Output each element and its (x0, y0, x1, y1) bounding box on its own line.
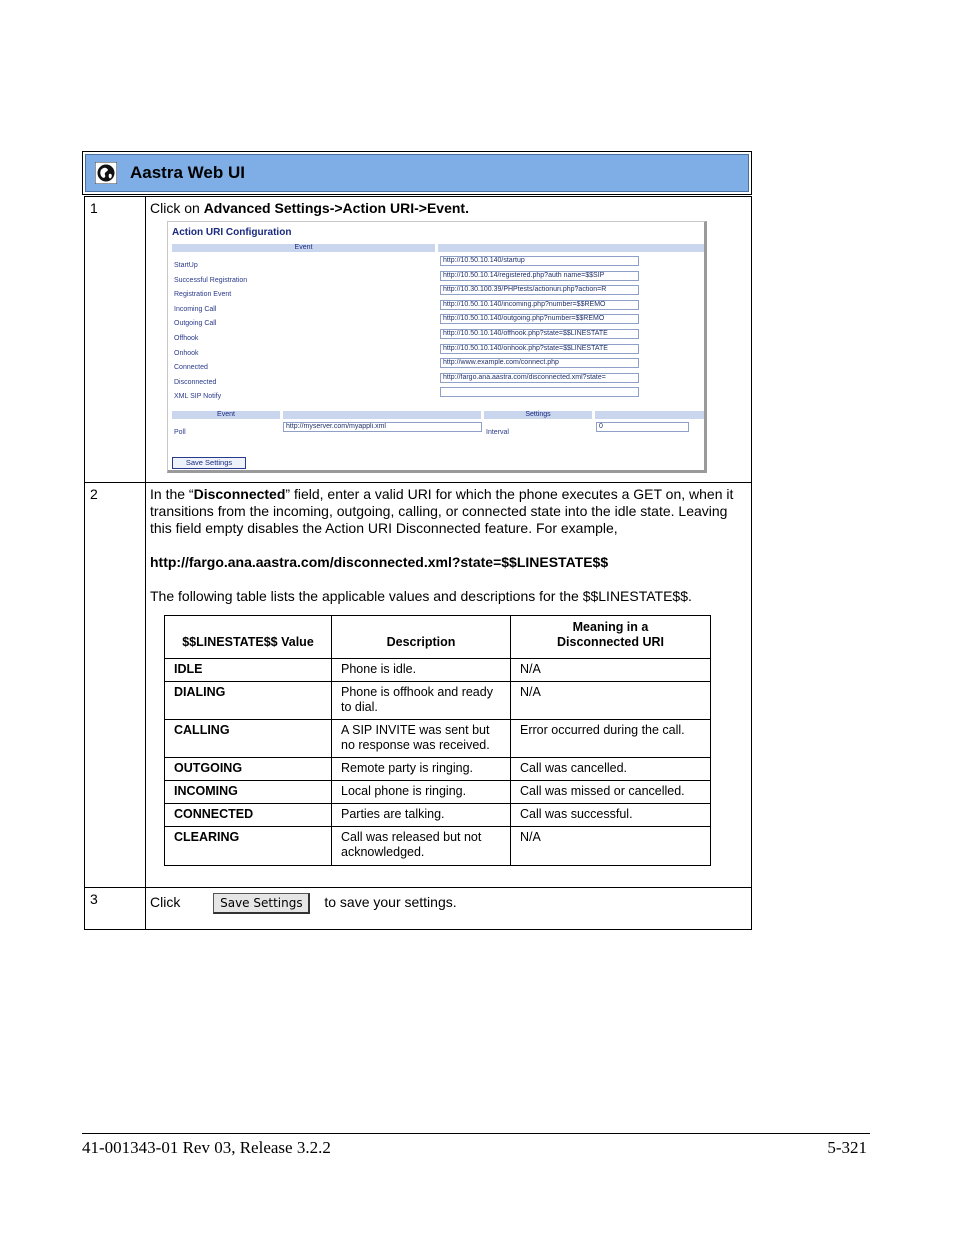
event-uri-input[interactable]: http://fargo.ana.aastra.com/disconnected.xml?state= (440, 373, 639, 383)
globe-icon (95, 162, 117, 184)
step-row-3 (85, 888, 752, 930)
step-number: 3 (85, 888, 146, 930)
poll-value-header (283, 411, 481, 419)
disconnected-field-name: Disconnected (193, 486, 286, 502)
step-text: Click on (150, 200, 204, 216)
linestate-description: A SIP INVITE was sent but no response was received. (332, 720, 511, 758)
banner-title: Aastra Web UI (130, 163, 245, 182)
linestate-row (165, 682, 711, 720)
step-number: 1 (85, 197, 146, 483)
linestate-table (164, 615, 711, 866)
linestate-description: Phone is offhook and ready to dial. (332, 682, 511, 720)
intro-text: In the “ (150, 486, 194, 502)
column-header (511, 616, 711, 659)
event-uri-input[interactable]: http://10.50.10.14/registered.php?auth name=$$SIP (440, 271, 639, 281)
column-header: Description (332, 616, 511, 659)
header-line: Meaning in a (572, 620, 649, 634)
linestate-header-row (165, 616, 711, 659)
linestate-value: CONNECTED (165, 804, 332, 827)
poll-input[interactable]: http://myserver.com/myappli.xml (283, 422, 482, 432)
footer-document-id: 41-001343-01 Rev 03, Release 3.2.2 (82, 1138, 331, 1157)
linestate-value: INCOMING (165, 781, 332, 804)
linestate-value: OUTGOING (165, 758, 332, 781)
event-label: XML SIP Notify (174, 393, 222, 401)
steps-table (84, 196, 752, 930)
linestate-row (165, 781, 711, 804)
poll-settings-value-header (595, 411, 704, 419)
linestate-row (165, 659, 711, 682)
linestate-value: DIALING (165, 682, 332, 720)
interval-input[interactable]: 0 (596, 422, 689, 432)
step-intro (150, 486, 747, 537)
event-header: Event (172, 244, 435, 252)
banner-inner (85, 154, 749, 192)
linestate-meaning: Call was successful. (511, 804, 711, 827)
event-uri-input[interactable]: http://10.30.100.39/PHPtests/actionuri.php?action=R (440, 285, 639, 295)
linestate-meaning: Call was missed or cancelled. (511, 781, 711, 804)
event-uri-input[interactable]: http://10.50.10.140/outgoing.php?number=$$REMO (440, 314, 639, 324)
linestate-meaning: N/A (511, 659, 711, 682)
screenshot-title: Action URI Configuration (172, 227, 292, 238)
step-content (146, 483, 752, 888)
poll-label: Poll (174, 429, 186, 436)
event-label: Incoming Call (174, 305, 217, 313)
linestate-meaning: Error occurred during the call. (511, 720, 711, 758)
step-content (146, 888, 752, 930)
interval-label: Interval (486, 429, 509, 436)
linestate-description: Parties are talking. (332, 804, 511, 827)
aastra-web-ui-banner (82, 151, 752, 195)
footer-rule (82, 1133, 870, 1134)
step-content (146, 197, 752, 483)
linestate-row (165, 758, 711, 781)
event-label: StartUp (174, 262, 198, 269)
step-text: Click (150, 894, 181, 911)
linestate-meaning: Call was cancelled. (511, 758, 711, 781)
linestate-description: Remote party is ringing. (332, 758, 511, 781)
step-row-1 (85, 197, 752, 483)
linestate-description: Phone is idle. (332, 659, 511, 682)
event-label: Successful Registration (174, 276, 248, 284)
event-label: Disconnected (174, 378, 217, 386)
linestate-value: CLEARING (165, 827, 332, 866)
value-header (438, 244, 704, 252)
linestate-meaning: N/A (511, 682, 711, 720)
event-uri-input[interactable]: http://www.example.com/connect.php (440, 358, 639, 368)
column-header: $$LINESTATE$$ Value (165, 616, 332, 659)
poll-settings-header: Settings (484, 411, 592, 419)
event-uri-input[interactable] (440, 387, 639, 397)
step-text: to save your settings. (324, 894, 457, 911)
event-uri-input[interactable]: http://10.50.10.140/startup (440, 256, 639, 266)
event-label: Offhook (174, 335, 199, 342)
event-label: Onhook (174, 349, 199, 357)
footer-page-number: 5-321 (827, 1138, 867, 1157)
event-uri-input[interactable]: http://10.50.10.140/offhook.php?state=$$LINESTATE (440, 329, 639, 339)
poll-event-header: Event (172, 411, 280, 419)
linestate-row (165, 720, 711, 758)
linestate-description: Call was released but not acknowledged. (332, 827, 511, 866)
linestate-description: Local phone is ringing. (332, 781, 511, 804)
event-label: Connected (174, 364, 208, 372)
step-number: 2 (85, 483, 146, 888)
step-row-2 (85, 483, 752, 888)
event-label: Registration Event (174, 291, 232, 299)
linestate-row (165, 804, 711, 827)
event-label: Outgoing Call (174, 320, 217, 328)
linestate-meaning: N/A (511, 827, 711, 866)
event-uri-input[interactable]: http://10.50.10.140/incoming.php?number=$$REMO (440, 300, 639, 310)
save-settings-button[interactable]: Save Settings (213, 893, 310, 914)
linestate-row (165, 827, 711, 866)
action-uri-screenshot (167, 221, 707, 473)
intro-text: ” field, enter a valid URI for which the phone executes a GET on, when it transitions from the incoming, outgoing, calling, or connected state into the idle state. Leaving this field empty disables the Action URI Disconnected feature. For example, (150, 486, 734, 536)
menu-path: Advanced Settings->Action URI->Event. (203, 200, 469, 216)
example-url: http://fargo.ana.aastra.com/disconnected.xml?state=$$LINESTATE$$ (150, 554, 609, 570)
table-intro: The following table lists the applicable values and descriptions for the $$LINESTATE$$. (150, 588, 692, 604)
screenshot-save-settings-button[interactable]: Save Settings (172, 457, 246, 469)
linestate-value: CALLING (165, 720, 332, 758)
linestate-value: IDLE (165, 659, 332, 682)
header-line: Disconnected URI (557, 635, 664, 649)
event-uri-input[interactable]: http://10.50.10.140/onhook.php?state=$$LINESTATE (440, 344, 639, 354)
